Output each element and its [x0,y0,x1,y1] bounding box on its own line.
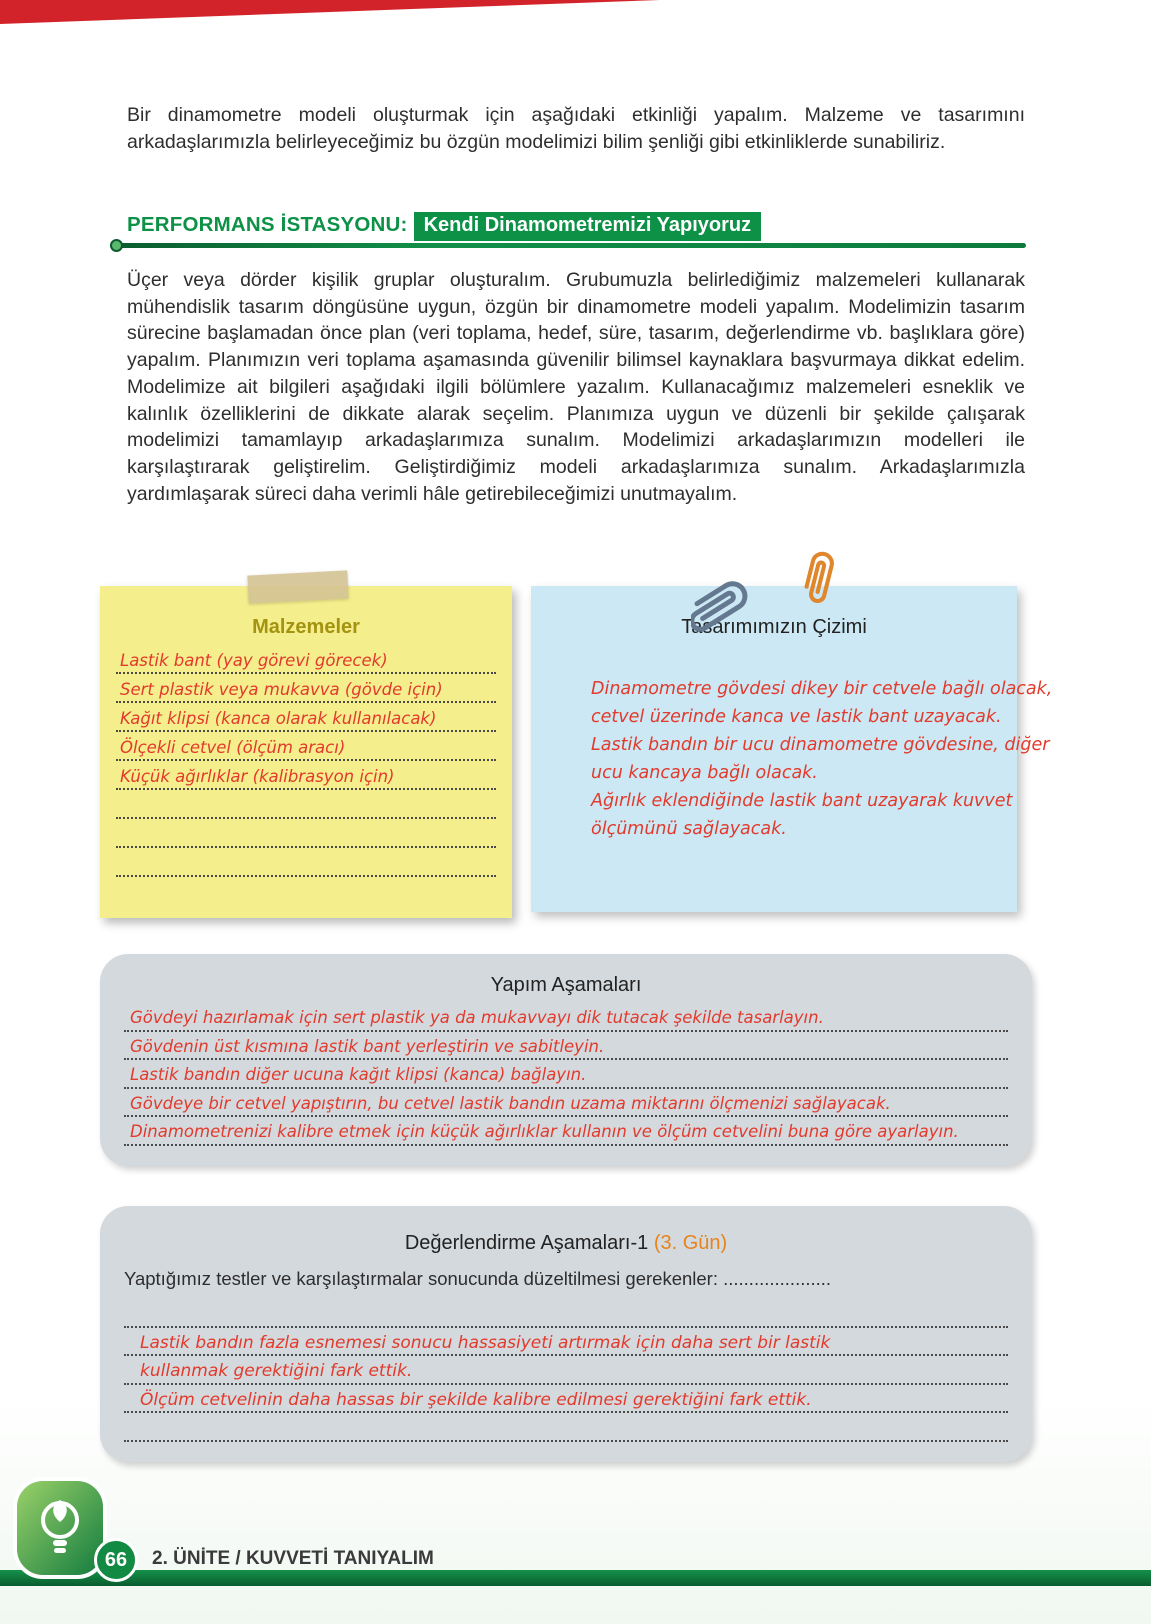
steps-title: Yapım Aşamaları [490,974,642,996]
unit-title: 2. ÜNİTE / KUVVETİ TANIYALIM [152,1548,434,1569]
header-rule-dot [110,239,123,252]
design-line: cetvel üzerinde kanca ve lastik bant uzayacak. [591,707,1002,727]
evaluation-title [100,1232,1032,1255]
steps-lines [124,1003,1008,1146]
materials-item: Kağıt klipsi (kanca olarak kullanılacak) [116,703,496,732]
design-line: Ağırlık eklendiğinde lastik bant uzayarak kuvvet [591,791,1013,811]
evaluation-answer: kullanmak gerektiğini fark ettik. [124,1356,1008,1385]
paperclip-icon [691,544,861,634]
step-line: Dinamometrenizi kalibre etmek için küçük ağırlıklar kullanın ve ölçüm cetvelini buna göre ayarlayın. [124,1117,1008,1146]
materials-item-empty [116,819,496,848]
step-line: Gövdeyi hazırlamak için sert plastik ya da mukavvayı dik tutacak şekilde tasarlayın. [124,1003,1008,1032]
performance-station-header [127,212,1025,241]
materials-item: Küçük ağırlıklar (kalibrasyon için) [116,761,496,790]
page-number-badge: 66 [94,1538,138,1582]
evaluation-box [100,1206,1032,1462]
intro-paragraph: Bir dinamometre modeli oluşturmak için aşağıdaki etkinliği yapalım. Malzeme ve tasarımını arkadaşlarımızla belirleyeceğimiz bu özgün modelimizi bilim şenliği gibi etkinliklerde sunabiliriz. [127,104,1025,153]
design-note [531,586,1053,912]
design-line: ölçümünü sağlayacak. [591,819,787,839]
evaluation-answer: Lastik bandın fazla esnemesi sonucu hassasiyeti artırmak için daha sert bir lastik [124,1328,1008,1357]
evaluation-answer: Ölçüm cetvelinin daha hassas bir şekilde kalibre edilmesi gerektiğini fark ettik. [124,1385,1008,1414]
construction-steps-box [100,954,1032,1166]
header-rule [114,243,1026,248]
dotted-line [124,1413,1008,1442]
materials-list [116,645,496,877]
dotted-line [124,1299,1008,1328]
design-line: Dinamometre gövdesi dikey bir cetvele bağlı olacak, [591,679,1053,699]
page-edge-decoration [0,0,660,24]
performance-station-label: PERFORMANS İSTASYONU: [127,213,408,236]
materials-item: Ölçekli cetvel (ölçüm aracı) [116,732,496,761]
design-description [591,675,1053,843]
materials-note [100,586,512,918]
materials-title: Malzemeler [252,616,360,638]
design-line: ucu kancaya bağlı olacak. [591,763,818,783]
evaluation-day-label: (3. Gün) [653,1232,728,1254]
evaluation-prompt: Yaptığımız testler ve karşılaştırmalar sonucunda düzeltilmesi gerekenler: ..................... [124,1268,832,1289]
activity-title-badge: Kendi Dinamometremizi Yapıyoruz [414,212,762,241]
evaluation-lines [124,1299,1008,1442]
design-line: Lastik bandın bir ucu dinamometre gövdesine, diğer [591,735,1050,755]
step-line: Lastik bandın diğer ucuna kağıt klipsi (kanca) bağlayın. [124,1060,1008,1089]
materials-item-empty [116,848,496,877]
tape-icon [247,570,348,603]
instructions-paragraph: Üçer veya dörder kişilik gruplar oluşturalım. Grubumuzla belirlediğimiz malzemeleri kullanarak mühendislik tasarım döngüsüne uygun, özgün bir dinamometre modeli yapalım. Modelimizin tasarım sürecine başlamadan önce plan (veri toplama, hedef, süre, tasarım, değerlendirme vb. başlıklara göre) yapalım. Planımızın veri toplama aşamasında güvenilir bilimsel kaynaklara başvurmaya dikkat edelim. Modelimize ait bilgileri aşağıdaki ilgili bölümlere yazalım. Kullanacağımız malzemeleri esneklik ve kalınlık özelliklerini de dikkate alarak seçelim. Planımıza uygun ve düzenli bir şekilde çalışarak modelimizi tamamlayıp arkadaşlarımıza sunalım. Modelimizi arkadaşlarımızın modelleri ile karşılaştırarak geliştirelim. Geliştirdiğimiz modeli arkadaşlarımıza sunalım. Arkadaşlarımızla yardımlaşarak süreci daha verimli hâle getirebileceğimizi unutmayalım. [127,269,1025,505]
footer-bar [0,1570,1151,1586]
materials-item: Sert plastik veya mukavva (gövde için) [116,674,496,703]
step-line: Gövdenin üst kısmına lastik bant yerleştirin ve sabitleyin. [124,1032,1008,1061]
step-line: Gövdeye bir cetvel yapıştırın, bu cetvel lastik bandın uzama miktarını ölçmenizi sağlayacak. [124,1089,1008,1118]
evaluation-title-text: Değerlendirme Aşamaları-1 [404,1232,649,1254]
design-title: Tasarımımızın Çizimi [681,616,867,638]
materials-item-empty [116,790,496,819]
materials-item: Lastik bant (yay görevi görecek) [116,645,496,674]
